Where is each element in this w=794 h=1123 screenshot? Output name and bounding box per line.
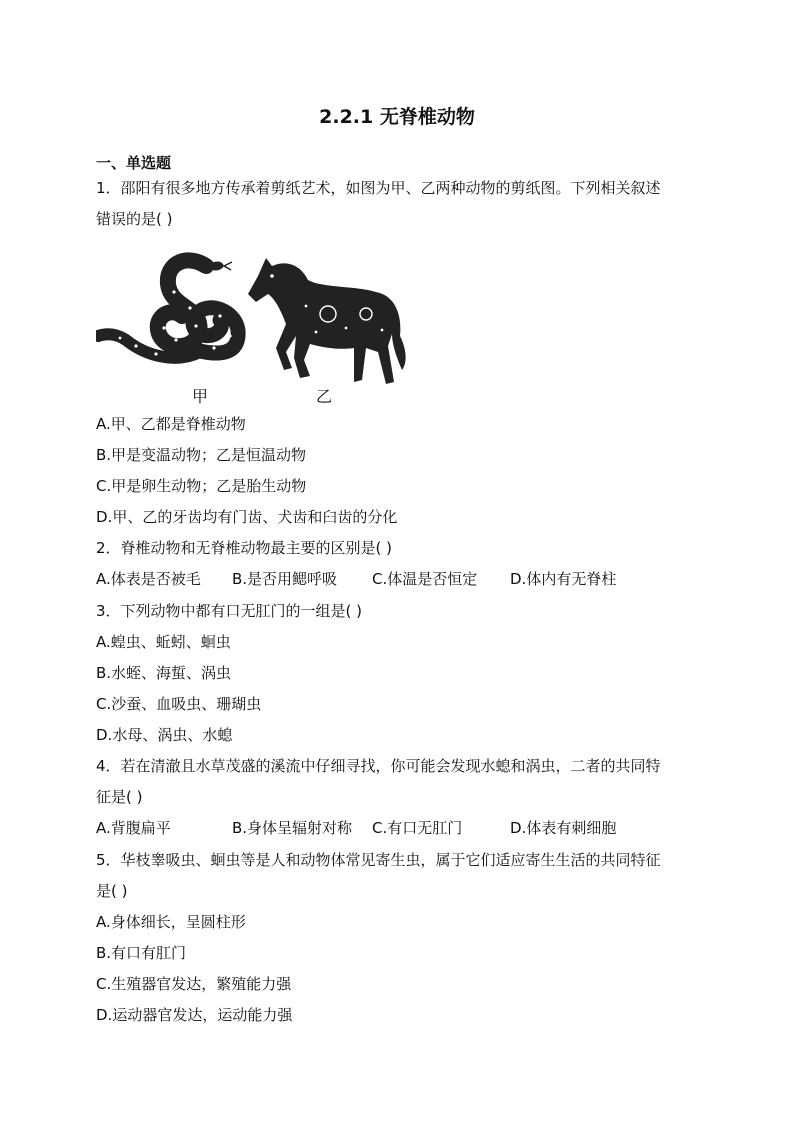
page-title: 2.2.1 无脊椎动物 [319,106,475,128]
q5-stem-line2: 是( ) [96,882,128,900]
figure-label-horse: 乙 [316,387,333,406]
figure-label-snake: 甲 [192,387,209,406]
q2-option-a: A.体表是否被毛 [96,570,201,588]
q4-option-b: B.身体呈辐射对称 [232,819,353,837]
q5-option-b: B.有口有肛门 [96,944,187,962]
snake-papercut-icon [98,260,238,357]
papercut-image [96,236,416,406]
q2-option-d: D.体内有无脊柱 [510,570,617,588]
q4-option-a: A.背腹扁平 [96,819,171,837]
q2-stem: 2．脊椎动物和无脊椎动物最主要的区别是( ) [96,539,393,557]
q3-stem: 3．下列动物中都有口无肛门的一组是( ) [96,602,363,620]
q2-option-b: B.是否用鳃呼吸 [232,570,338,588]
q3-option-d: D.水母、涡虫、水螅 [96,726,233,744]
q5-option-c: C.生殖器官发达，繁殖能力强 [96,975,292,993]
q3-option-a: A.蝗虫、蚯蚓、蛔虫 [96,633,231,651]
q5-option-a: A.身体细长，呈圆柱形 [96,913,246,931]
horse-papercut-icon [248,258,406,384]
q4-stem-line2: 征是( ) [96,788,143,806]
papercut-figure [96,236,416,406]
q3-option-b: B.水蛭、海蜇、涡虫 [96,664,232,682]
q4-option-d: D.体表有刺细胞 [510,819,617,837]
q1-option-a: A.甲、乙都是脊椎动物 [96,415,246,433]
q1-option-b: B.甲是变温动物；乙是恒温动物 [96,446,307,464]
section-heading: 一、单选题 [96,154,172,172]
q1-option-d: D.甲、乙的牙齿均有门齿、犬齿和臼齿的分化 [96,508,398,526]
q5-stem-line1: 5．华枝睾吸虫、蛔虫等是人和动物体常见寄生虫，属于它们适应寄生生活的共同特征 [96,851,661,869]
q4-option-c: C.有口无肛门 [372,819,463,837]
q1-stem-line2: 错误的是( ) [96,210,173,228]
q4-stem-line1: 4．若在清澈且水草茂盛的溪流中仔细寻找，你可能会发现水螅和涡虫，二者的共同特 [96,757,661,775]
q1-stem-line1: 1．邵阳有很多地方传承着剪纸艺术，如图为甲、乙两种动物的剪纸图。下列相关叙述 [96,179,661,197]
q2-option-c: C.体温是否恒定 [372,570,478,588]
q1-option-c: C.甲是卵生动物；乙是胎生动物 [96,477,307,495]
q3-option-c: C.沙蚕、血吸虫、珊瑚虫 [96,695,262,713]
q5-option-d: D.运动器官发达，运动能力强 [96,1006,293,1024]
